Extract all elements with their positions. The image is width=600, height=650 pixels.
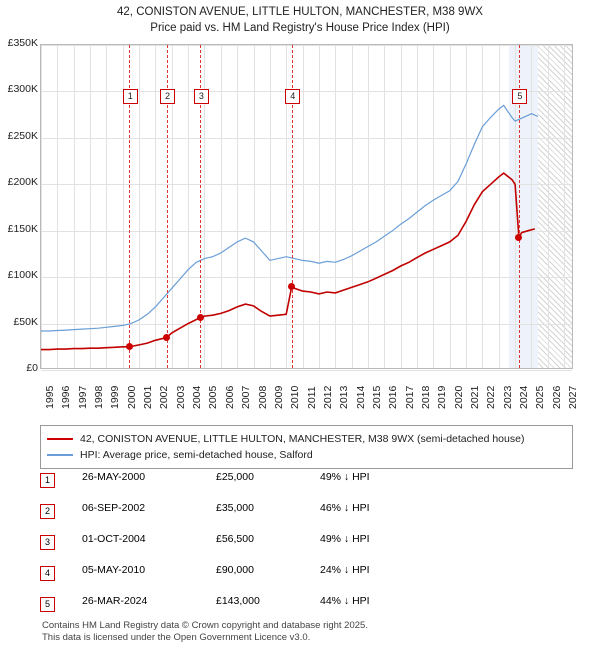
row-index-badge: 5 [40,597,55,612]
legend-swatch-hpi [47,454,73,456]
row-date: 06-SEP-2002 [82,502,146,514]
row-index-badge: 1 [40,473,55,488]
y-axis-tick-label: £300K [7,83,38,96]
x-axis-tick-label: 2004 [191,385,204,409]
table-row [40,470,573,501]
x-axis-tick-label: 1995 [44,385,56,409]
price-paid-point [197,314,204,321]
x-axis-tick-label: 2024 [518,385,531,409]
x-axis-tick-label: 2017 [403,385,416,409]
transaction-marker-badge: 5 [512,89,527,104]
gridline-horizontal [41,370,572,371]
x-axis-tick-label: 2002 [158,385,171,409]
legend-item [47,447,566,463]
transaction-marker-badge: 3 [194,89,209,104]
row-hpi-delta: 24% ↓ HPI [320,564,370,576]
row-index-badge: 4 [40,566,55,581]
chart-legend [40,425,573,469]
x-axis-tick-label: 1997 [76,385,89,409]
chart-series-layer [41,45,574,370]
x-axis-tick-label: 2025 [534,385,547,409]
x-axis-tick-label: 1999 [109,385,122,409]
x-axis-tick-label: 2015 [370,385,383,409]
table-row [40,532,573,563]
footer-line-1: Contains HM Land Registry data © Crown copyright and database right 2025. [42,620,368,631]
transaction-marker-badge: 2 [160,89,175,104]
row-price: £90,000 [216,564,254,576]
x-axis-tick-label: 2014 [354,385,367,409]
chart-plot-area [40,44,573,369]
y-axis-tick-label: £50K [13,315,38,328]
row-date: 01-OCT-2004 [82,533,146,545]
x-axis-tick-label: 1996 [60,385,73,409]
row-index-badge: 2 [40,504,55,519]
title-line-1: 42, CONISTON AVENUE, LITTLE HULTON, MANCHESTER, M38 9WX [117,6,483,18]
x-axis-tick-label: 2022 [485,385,498,409]
transaction-marker-badge: 4 [285,89,300,104]
footer-line-2: This data is licensed under the Open Government Licence v3.0. [42,632,311,643]
x-axis-tick-label: 2005 [207,385,220,409]
x-axis-tick-label: 2003 [174,385,187,409]
title-line-2: Price paid vs. HM Land Registry's House Price Index (HPI) [150,22,450,34]
x-axis-tick-label: 2021 [469,385,482,409]
table-row [40,501,573,532]
footer-attribution [42,620,582,644]
y-axis-tick-label: £100K [7,269,38,282]
y-axis-tick-label: £150K [7,222,38,235]
y-axis-tick-label: £350K [7,37,38,49]
x-axis-tick-label: 2020 [452,385,465,409]
x-axis-tick-label: 2010 [289,385,302,409]
x-axis-tick-label: 2008 [256,385,269,409]
x-axis-tick-label: 2007 [240,385,253,409]
transaction-marker-badge: 1 [123,89,138,104]
y-axis-tick-label: £200K [7,176,38,189]
x-axis-tick-label: 2016 [387,385,400,409]
legend-item [47,431,566,447]
x-axis-tick-label: 2006 [223,385,236,409]
price-paid-point [163,334,170,341]
row-hpi-delta: 46% ↓ HPI [320,502,370,514]
x-axis-tick-label: 2011 [305,386,318,409]
x-axis-tick-label: 1998 [93,385,106,409]
table-row [40,563,573,594]
x-axis-tick-label: 2027 [567,385,580,409]
x-axis-tick-label: 2001 [142,385,155,409]
row-hpi-delta: 44% ↓ HPI [320,595,370,607]
row-hpi-delta: 49% ↓ HPI [320,471,370,483]
x-axis-tick-label: 2019 [436,385,449,409]
x-axis-tick-label: 2013 [338,385,351,409]
x-axis-tick-label: 2000 [125,385,138,409]
row-price: £35,000 [216,502,254,514]
legend-label-hpi: HPI: Average price, semi-detached house, Salford [80,449,313,461]
row-price: £56,500 [216,533,254,545]
transactions-table [40,470,573,625]
page-title [0,4,600,36]
x-axis-tick-label: 2012 [321,385,334,409]
y-axis-tick-label: £0 [26,362,38,374]
row-index-badge: 3 [40,535,55,550]
row-hpi-delta: 49% ↓ HPI [320,533,370,545]
row-date: 26-MAY-2000 [82,471,146,483]
series-line [41,173,535,350]
x-axis-tick-label: 2023 [501,385,514,409]
row-date: 05-MAY-2010 [82,564,146,576]
y-axis-tick-label: £250K [7,129,38,142]
row-date: 26-MAR-2024 [82,595,148,607]
legend-swatch-price [47,438,73,440]
row-price: £143,000 [216,595,260,607]
x-axis-tick-label: 2018 [420,385,433,409]
x-axis-tick-label: 2009 [272,385,285,409]
legend-label-price: 42, CONISTON AVENUE, LITTLE HULTON, MANCHESTER, M38 9WX (semi-detached house) [80,433,525,445]
x-axis-tick-label: 2026 [550,385,563,409]
row-price: £25,000 [216,471,254,483]
